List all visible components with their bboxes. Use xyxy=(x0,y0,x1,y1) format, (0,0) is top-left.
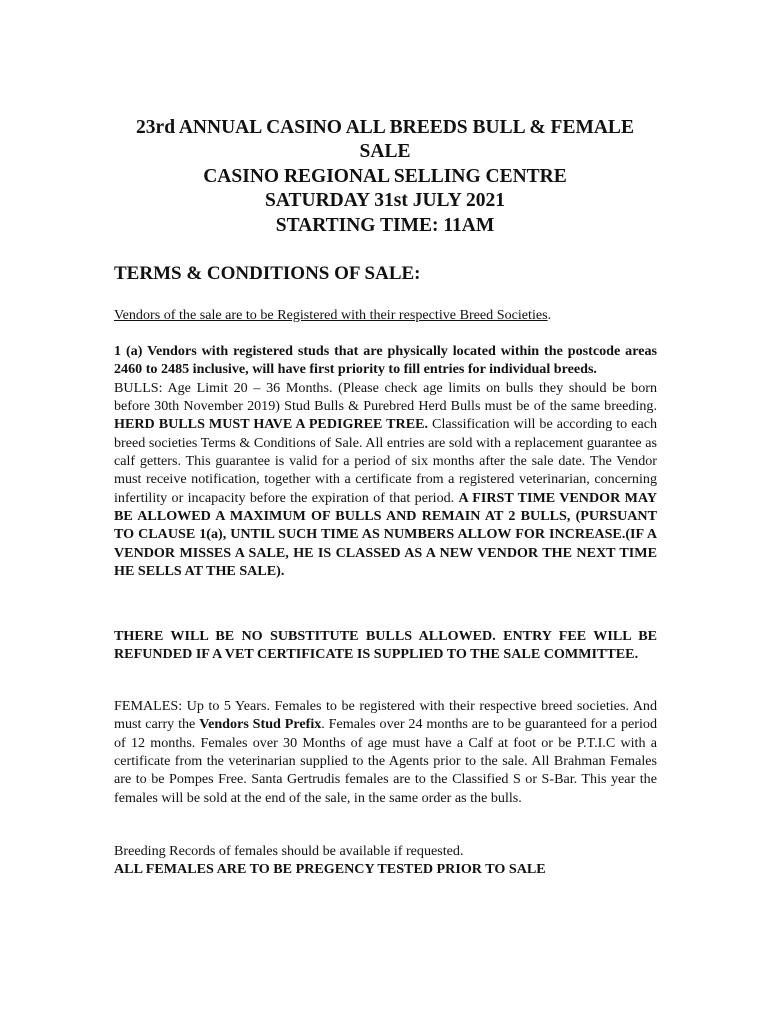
title-line: SALE xyxy=(359,141,411,163)
section-heading: TERMS & CONDITIONS OF SALE: xyxy=(114,263,421,284)
title-line: 23rd ANNUAL CASINO ALL BREEDS BULL & FEMALE xyxy=(136,117,634,138)
document-title xyxy=(100,116,670,238)
breeding-records-note: Breeding Records of females should be available if requested. xyxy=(114,843,464,859)
females-paragraph xyxy=(114,697,657,807)
vendors-registration-note xyxy=(114,306,657,324)
clause-1a: 1 (a) Vendors with registered studs that are physically located within the postcode areas 2460 to 2485 inclusive, will have first priority to fill entries for individual breeds. xyxy=(114,343,657,378)
no-substitute-notice: THERE WILL BE NO SUBSTITUTE BULLS ALLOWED. ENTRY FEE WILL BE REFUNDED IF A VET CERTIFICATE IS SUPPLIED TO THE SALE COMMITTEE. xyxy=(114,628,657,663)
bulls-text-2: Classification will be according to each breed societies Terms & Conditions of Sale. All entries are sold with a replacement guarantee as calf getters. This guarantee is valid for a period of six months after the sale date. The Vendor must receive notification, together with a certificate from a registered veterinarian, concerning infertility or incapacity before the expiration of that period. xyxy=(114,416,657,506)
clause-1a-and-bulls xyxy=(114,342,657,580)
females-text-1: FEMALES: Up to 5 Years. Females to be registered with their respective breed societies. And must carry the xyxy=(114,698,657,733)
females-text-2: . Females over 24 months are to be guaranteed for a period of 12 months. Females over 30 Months of age must have a Calf at foot or be P.T.I.C with a certificate from the veterinarian supplied to the Agents prior to the sale. All Brahman Females are to be Pompes Free. Santa Gertrudis females are to the Classified S or S-Bar. This year the females will be sold at the end of the sale, in the same order as the bulls. xyxy=(114,716,657,806)
vendors-note-end: . xyxy=(547,307,552,323)
title-line: SATURDAY 31st JULY 2021 xyxy=(265,190,505,212)
pregnancy-test-note: ALL FEMALES ARE TO BE PREGENCY TESTED PRIOR TO SALE xyxy=(114,861,546,878)
bulls-pedigree-notice: HERD BULLS MUST HAVE A PEDIGREE TREE. xyxy=(114,416,429,433)
bulls-text-1: BULLS: Age Limit 20 – 36 Months. (Please check age limits on bulls they should be born before 30th November 2019) Stud Bulls & Purebred Herd Bulls must be of the same breeding. xyxy=(114,379,657,415)
first-time-vendor-notice: A FIRST TIME VENDOR MAY BE ALLOWED A MAXIMUM OF BULLS AND REMAIN AT 2 BULLS, (PURSUANT TO CLAUSE 1(a), UNTIL SUCH TIME AS NUMBERS ALLOW FOR INCREASE.(IF A VENDOR MISSES A SALE, HE IS CLASSED AS A NEW VENDOR THE NEXT TIME HE SELLS AT THE SALE). xyxy=(114,489,657,580)
vendors-stud-prefix: Vendors Stud Prefix xyxy=(199,716,322,733)
title-line: STARTING TIME: 11AM xyxy=(275,214,495,236)
vendors-note-underlined: Vendors of the sale are to be Registered with their respective Breed Societies xyxy=(114,307,548,323)
title-line: CASINO REGIONAL SELLING CENTRE xyxy=(203,165,567,187)
breeding-records-paragraph xyxy=(114,842,657,879)
